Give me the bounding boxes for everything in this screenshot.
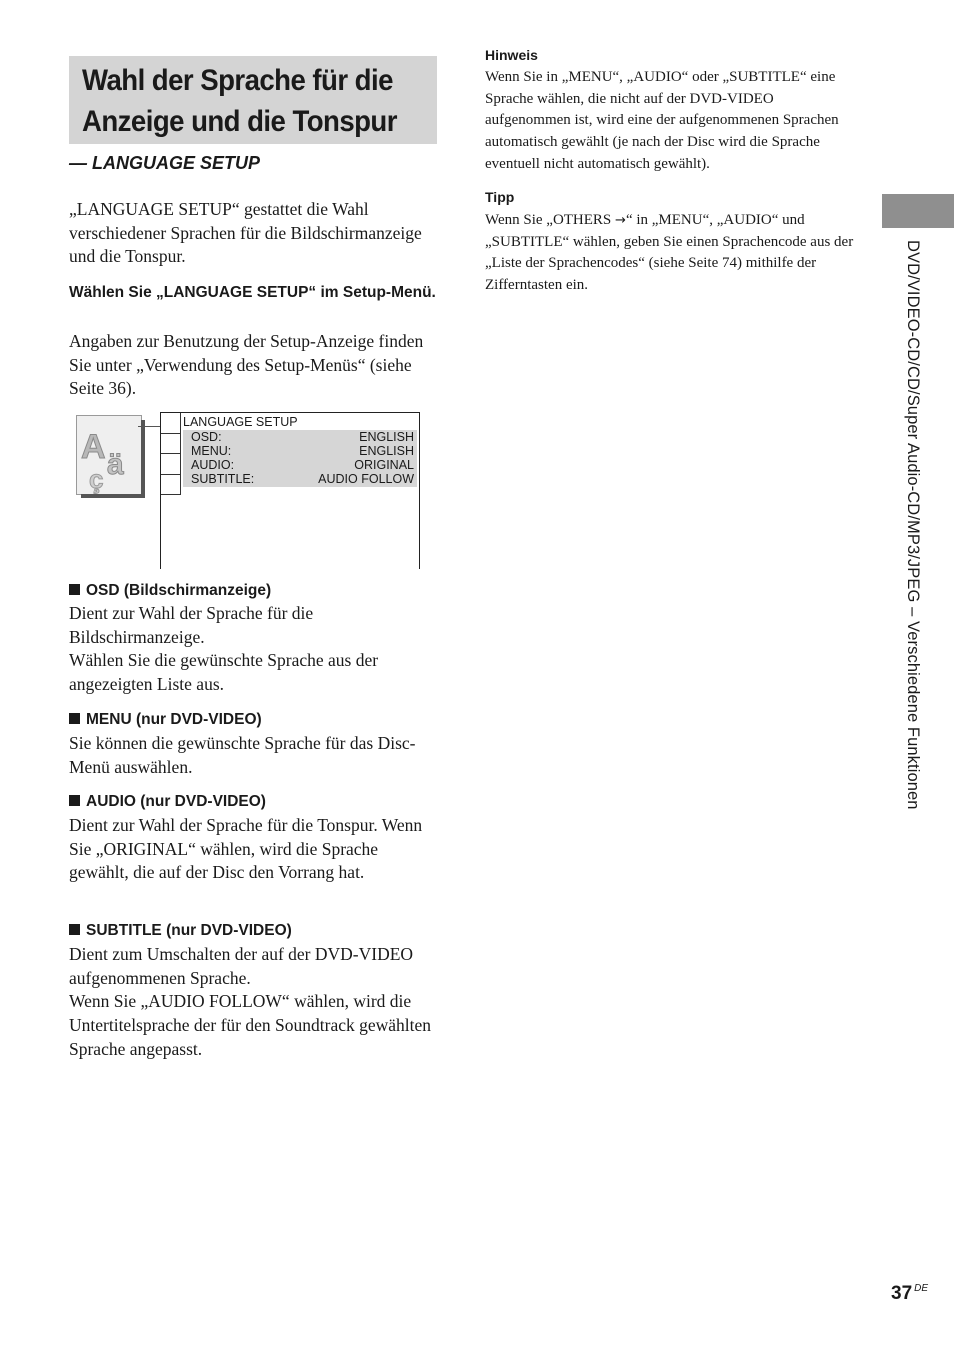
menu-row-audio[interactable]: AUDIO: ORIGINAL	[191, 458, 414, 472]
language-icon	[76, 415, 142, 495]
square-bullet-icon	[69, 713, 80, 724]
intro-paragraph: „LANGUAGE SETUP“ gestattet die Wahl verschiedener Sprachen für die Bildschirmanzeige und die Tonspur.	[69, 199, 422, 267]
section-text-menu: Sie können die gewünschte Sprache für das Disc-Menü auswählen.	[69, 733, 416, 777]
menu-category-strip	[161, 413, 181, 495]
page-subtitle: — LANGUAGE SETUP	[69, 153, 261, 173]
step-heading: Wählen Sie „LANGUAGE SETUP“ im Setup-Menü.	[69, 284, 436, 301]
title-banner	[69, 56, 437, 144]
section-text-subtitle: Dient zum Umschalten der auf der DVD-VIDEO aufgenommenen Sprache. Wenn Sie „AUDIO FOLLOW“ wählen, wird die Untertitelsprache der für den Soundtrack gewählten Sprache angepasst.	[69, 944, 432, 1059]
tipp-heading: Tipp	[485, 189, 515, 205]
page-title: Wahl der Sprache für die Anzeige und die Tonspur	[82, 64, 397, 138]
svg-text:A: A	[81, 428, 106, 466]
square-bullet-icon	[69, 584, 80, 595]
square-bullet-icon	[69, 924, 80, 935]
step-paragraph: Angaben zur Benutzung der Setup-Anzeige finden Sie unter „Verwendung des Setup-Menüs“ (siehe Seite 36).	[69, 331, 424, 399]
tipp-text: Wenn Sie „OTHERS →“ in „MENU“, „AUDIO“ und „SUBTITLE“ wählen, geben Sie einen Sprachencode aus der „Liste der Sprachencodes“ (siehe Seite 74) mithilfe der Zifferntasten ein.	[485, 212, 854, 294]
menu-rows	[183, 430, 417, 487]
page-number: 37 $^{DE}$	[891, 1283, 929, 1304]
menu-row-subtitle[interactable]: SUBTITLE: AUDIO FOLLOW	[191, 472, 414, 486]
svg-text:ä: ä	[107, 448, 124, 481]
language-setup-screen	[76, 410, 420, 570]
arrow-right-icon: →	[615, 213, 626, 228]
svg-text:ç: ç	[89, 464, 104, 494]
menu-row-menu[interactable]: MENU: ENGLISH	[191, 444, 414, 458]
chapter-side-label: DVD/VIDEO-CD/CD/Super Audio-CD/MP3/JPEG – Verschiedene Funktionen	[904, 240, 922, 810]
section-heading-osd: OSD (Bildschirmanzeige)	[69, 580, 271, 601]
menu-header: LANGUAGE SETUP	[183, 415, 298, 429]
hinweis-heading: Hinweis	[485, 47, 538, 63]
setup-menu-panel	[160, 412, 420, 569]
chapter-tab-marker	[882, 194, 954, 228]
section-heading-menu: MENU (nur DVD-VIDEO)	[69, 709, 262, 730]
menu-row-osd[interactable]: OSD: ENGLISH	[191, 430, 414, 444]
square-bullet-icon	[69, 795, 80, 806]
section-heading-subtitle: SUBTITLE (nur DVD-VIDEO)	[69, 920, 292, 941]
section-text-audio: Dient zur Wahl der Sprache für die Tonspur. Wenn Sie „ORIGINAL“ wählen, wird die Sprache gewählt, die auf der Disc den Vorrang hat.	[69, 815, 423, 883]
section-text-osd: Dient zur Wahl der Sprache für die Bildschirmanzeige. Wählen Sie die gewünschte Sprache aus der angezeigten Liste aus.	[69, 603, 379, 695]
hinweis-text: Wenn Sie in „MENU“, „AUDIO“ oder „SUBTITLE“ eine Sprache wählen, die nicht auf der DVD-VIDEO aufgenommen ist, wird eine der aufgenommenen Sprachen automatisch gewählt (je nach der Disc wird die Sprache eventuell nicht automatisch gewählt).	[485, 69, 839, 172]
section-heading-audio: AUDIO (nur DVD-VIDEO)	[69, 791, 266, 812]
